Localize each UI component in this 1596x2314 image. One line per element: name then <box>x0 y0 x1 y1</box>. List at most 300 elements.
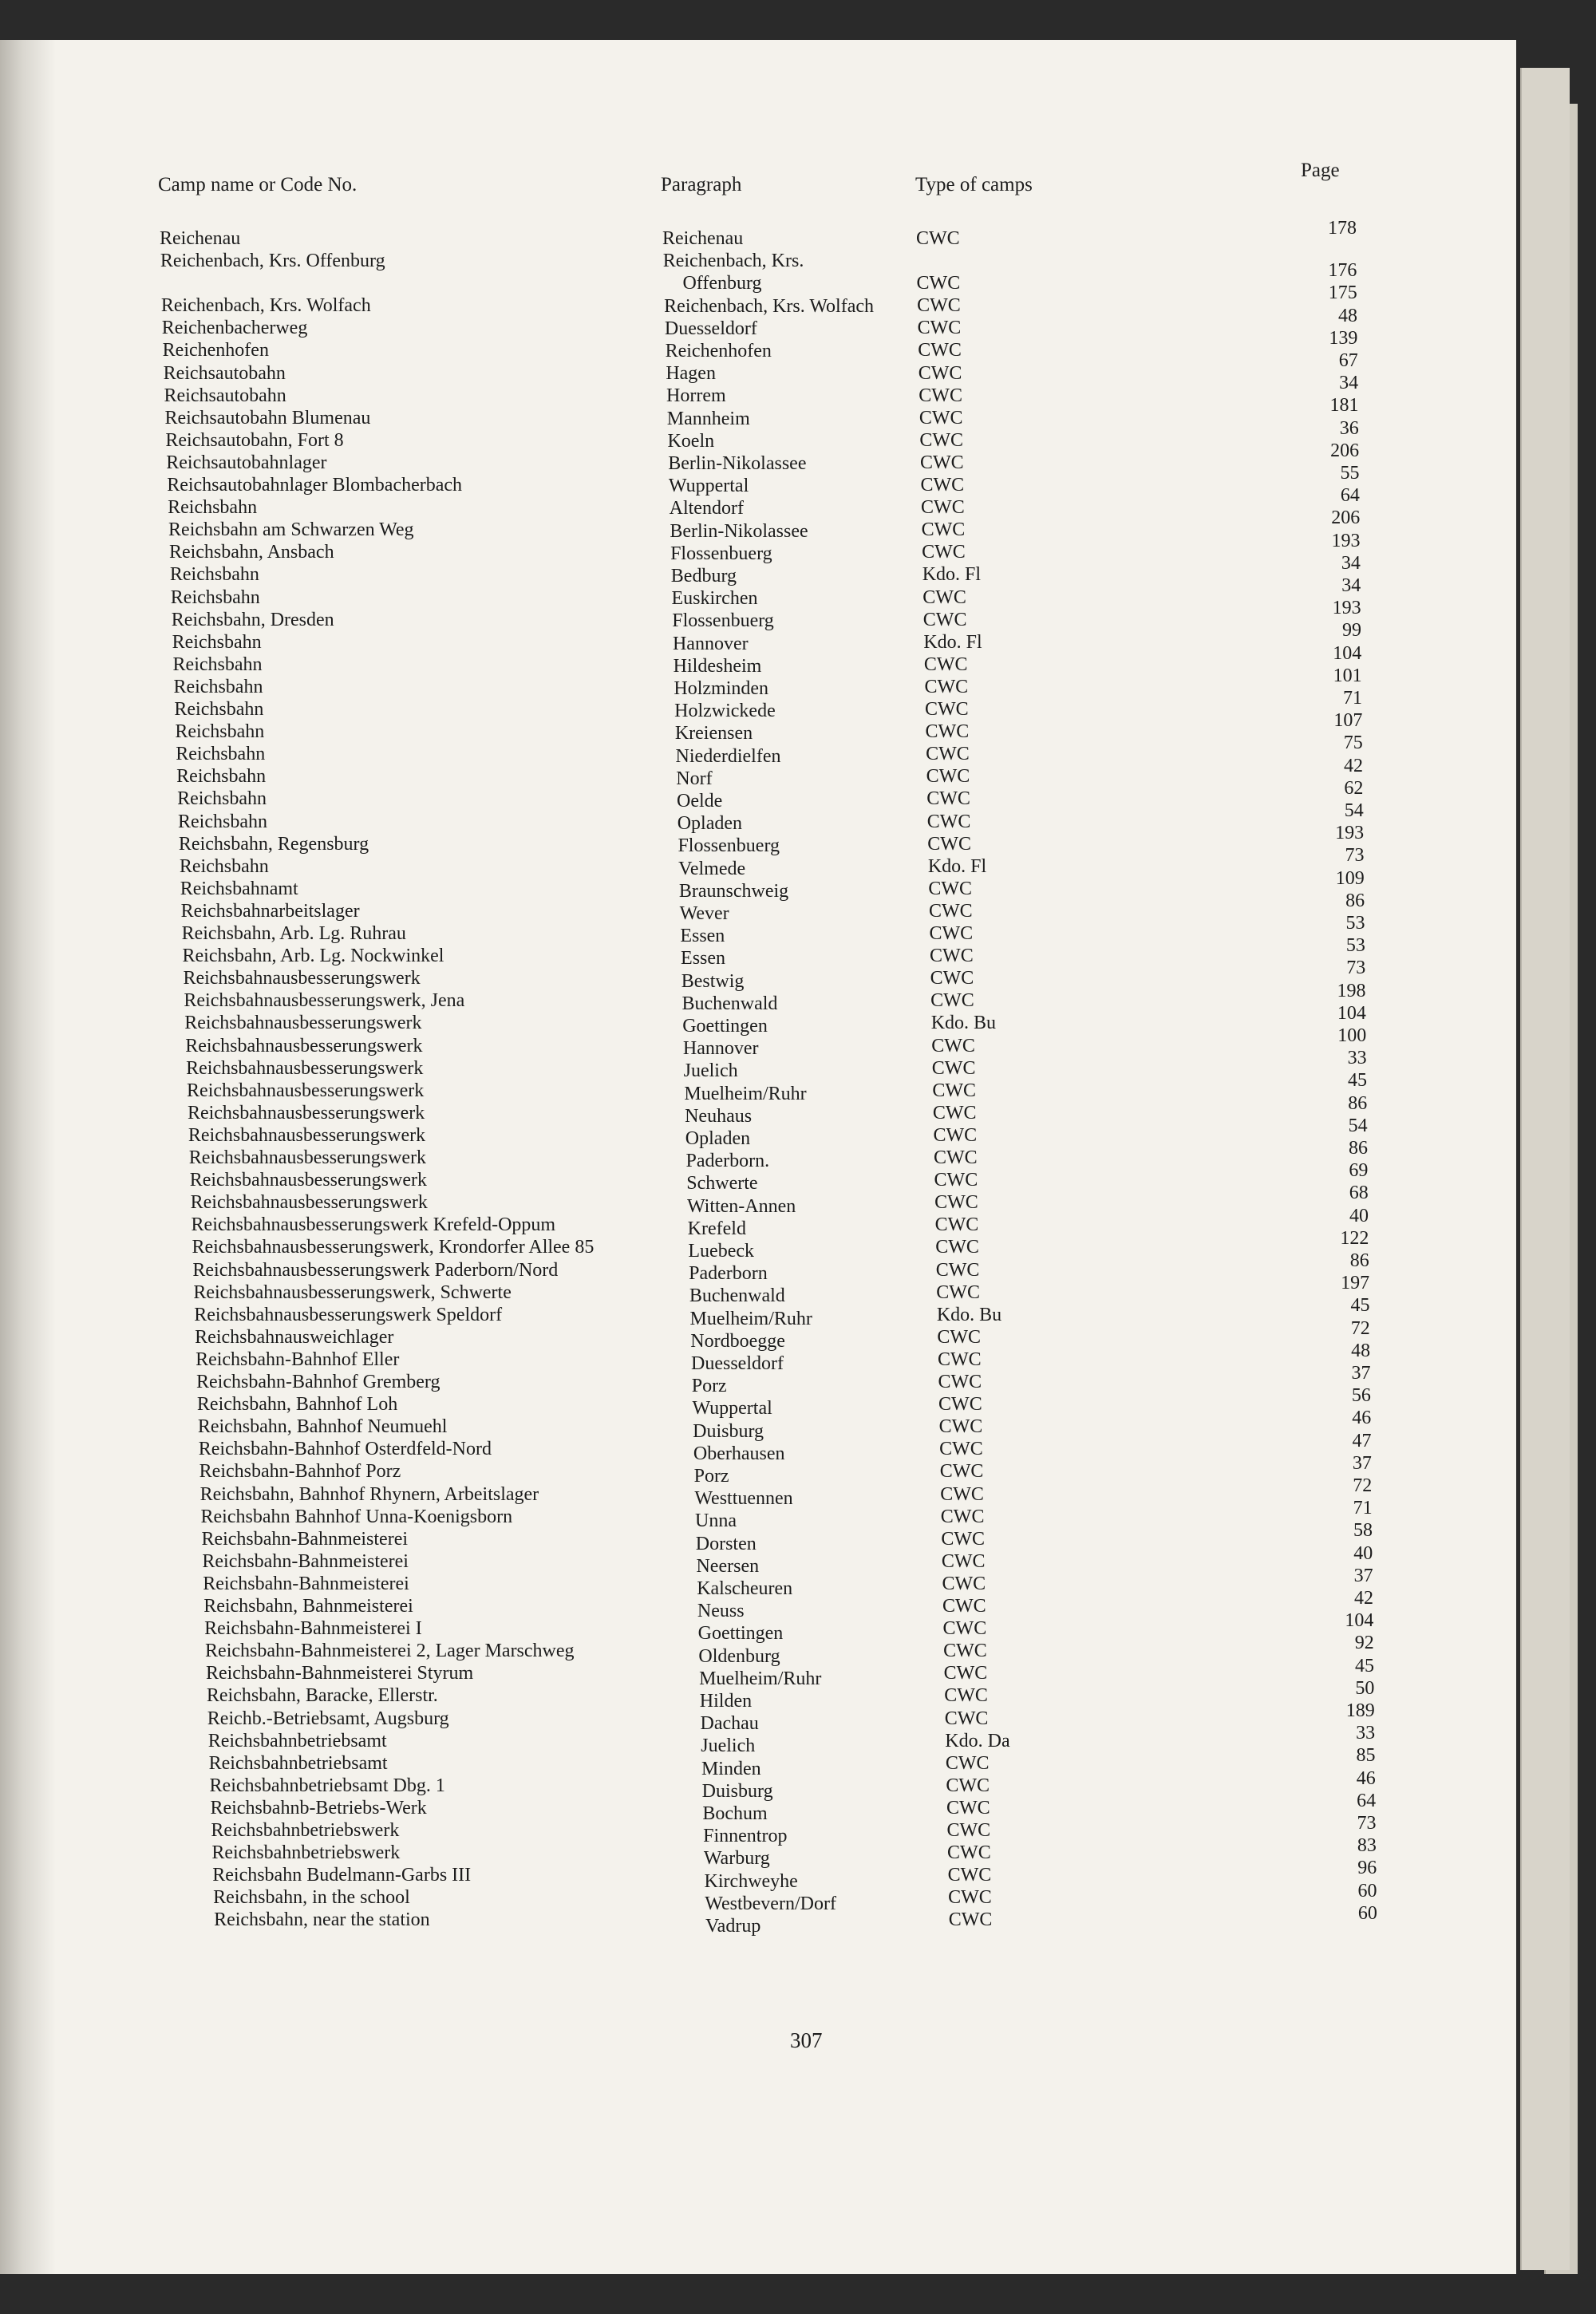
paragraph-entry: Goettingen <box>682 1016 768 1037</box>
page-entry: 73 <box>1346 958 1366 979</box>
paragraph-entry: Reichenbach, Krs. Wolfach <box>664 295 875 317</box>
page-entry: 85 <box>1356 1745 1376 1767</box>
page-entry: 53 <box>1345 913 1365 934</box>
page-entry: 178 <box>1328 218 1357 239</box>
type-entry: CWC <box>924 676 969 697</box>
paragraph-entry: Berlin-Nikolassee <box>670 520 808 542</box>
camp-name-entry: Reichsautobahn Blumenau <box>164 407 371 428</box>
camp-name-entry: Reichsbahn, Arb. Lg. Ruhrau <box>181 923 406 944</box>
page-entry: 42 <box>1354 1588 1373 1609</box>
camp-name-entry: Reichsbahn, Regensburg <box>178 833 369 855</box>
page-entry: 64 <box>1357 1790 1377 1811</box>
type-entry: CWC <box>944 1708 989 1729</box>
paragraph-entry: Warburg <box>703 1848 770 1870</box>
camp-name-entry: Reichsbahnausbesserungswerk <box>187 1102 425 1123</box>
page-entry: 54 <box>1344 800 1364 821</box>
page-entry: 45 <box>1355 1655 1375 1676</box>
page-entry: 122 <box>1340 1227 1369 1249</box>
camp-name-entry: Reichsbahn-Bahnmeisterei <box>202 1550 409 1572</box>
camp-name-entry: Reichsbahn am Schwarzen Weg <box>168 519 414 541</box>
camp-name-entry: Reichsbahnausbesserungswerk <box>188 1147 427 1168</box>
page-entry: 36 <box>1339 417 1359 439</box>
header-page: Page <box>1301 160 1340 181</box>
paragraph-entry: Duesseldorf <box>691 1353 784 1374</box>
camp-name-entry: Reichsautobahn, Fort 8 <box>165 429 344 451</box>
page-entry: 71 <box>1343 688 1362 709</box>
paragraph-entry: Krefeld <box>687 1218 746 1239</box>
paragraph-entry: Neuss <box>697 1601 745 1622</box>
type-entry: CWC <box>926 811 971 832</box>
camp-name-entry: Reichb.-Betriebsamt, Augsburg <box>207 1708 449 1729</box>
type-entry: CWC <box>946 1775 990 1796</box>
page-entry: 60 <box>1357 1880 1377 1901</box>
page-entry: 33 <box>1356 1723 1376 1744</box>
camp-name-entry: Reichsbahnausbesserungswerk Speldorf <box>194 1304 503 1325</box>
paragraph-entry: Reichenbach, Krs. <box>662 251 804 272</box>
paragraph-entry: Paderborn. <box>685 1151 770 1172</box>
camp-name-entry: Reichsbahnausbesserungswerk <box>184 1013 422 1034</box>
page-entry: 71 <box>1353 1498 1373 1519</box>
paragraph-entry: Neersen <box>696 1555 760 1577</box>
type-entry: CWC <box>943 1641 987 1662</box>
paragraph-entry: Bedburg <box>670 566 737 586</box>
type-entry: CWC <box>931 1035 975 1056</box>
page-entry: 86 <box>1349 1250 1369 1271</box>
type-entry: CWC <box>917 318 962 339</box>
camp-name-entry: Reichenbach, Krs. Offenburg <box>160 251 385 272</box>
type-entry: CWC <box>932 1102 977 1123</box>
paragraph-entry: Flossenbuerg <box>678 835 780 857</box>
page-entry: 139 <box>1329 327 1358 349</box>
paragraph-entry: Oldenburg <box>698 1645 780 1667</box>
camp-name-entry: Reichsbahnbetriebswerk <box>211 1820 400 1841</box>
page-entry: 48 <box>1338 305 1358 326</box>
page-entry: 75 <box>1343 733 1363 754</box>
type-entry: CWC <box>935 1259 980 1281</box>
page-entry: 68 <box>1349 1183 1369 1204</box>
type-entry: CWC <box>937 1326 982 1348</box>
camp-name-entry: Reichsbahn <box>168 497 258 519</box>
camp-name-entry: Reichsbahnbetriebsamt <box>208 1752 388 1774</box>
header-type: Type of camps <box>915 174 1033 195</box>
camp-name-entry: Reichsautobahnlager <box>166 452 327 473</box>
page-entry: 55 <box>1340 463 1360 484</box>
camp-name-entry: Reichsbahnausbesserungswerk Krefeld-Oppum <box>191 1214 556 1236</box>
camp-name-entry: Reichsbahnbetriebsamt Dbg. 1 <box>209 1775 445 1796</box>
paragraph-entry: Essen <box>680 926 725 947</box>
page-entry: 104 <box>1337 1002 1366 1024</box>
page-entry: 53 <box>1345 935 1365 957</box>
type-entry: CWC <box>925 721 970 743</box>
camp-name-entry: Reichenbach, Krs. Wolfach <box>160 295 371 317</box>
type-entry: CWC <box>928 900 973 922</box>
page-entry: 181 <box>1329 395 1359 417</box>
camp-name-entry: Reichsbahn <box>179 855 269 877</box>
camp-name-entry: Reichenbacherweg <box>161 318 308 339</box>
type-entry: CWC <box>936 1281 980 1303</box>
paragraph-entry: Wuppertal <box>692 1398 772 1420</box>
paragraph-entry: Opladen <box>677 813 743 835</box>
paragraph-entry: Kirchweyhe <box>704 1870 798 1892</box>
page-entry: 40 <box>1353 1542 1373 1564</box>
camp-name-entry: Reichsbahn <box>176 766 267 788</box>
type-entry: CWC <box>938 1372 982 1392</box>
page-entry: 193 <box>1331 530 1361 551</box>
type-entry: CWC <box>938 1394 982 1416</box>
camp-name-entry: Reichsbahnausbesserungswerk, Jena <box>184 990 465 1012</box>
page-entry: 60 <box>1357 1902 1377 1924</box>
type-entry: CWC <box>918 385 962 406</box>
camp-name-entry: Reichsbahn, Dresden <box>171 609 334 630</box>
camp-name-entry: Reichsbahnausbesserungswerk <box>187 1080 425 1101</box>
paragraph-entry: Koeln <box>667 430 715 452</box>
camp-name-entry: Reichsbahnausbesserungswerk <box>186 1057 424 1079</box>
type-entry: CWC <box>945 1752 990 1774</box>
type-entry: Kdo. Fl <box>923 631 982 653</box>
camp-name-entry: Reichsbahn <box>177 788 267 810</box>
paragraph-entry: Juelich <box>701 1736 756 1757</box>
camp-name-entry: Reichsbahn <box>176 744 266 765</box>
type-entry: CWC <box>918 407 963 428</box>
camp-name-entry: Reichsautobahn <box>163 362 286 384</box>
paragraph-entry: Velmede <box>678 858 746 879</box>
type-entry: CWC <box>946 1820 991 1841</box>
page-entry: 86 <box>1348 1092 1368 1114</box>
type-entry: CWC <box>943 1663 988 1684</box>
page-entry: 107 <box>1333 710 1363 732</box>
paragraph-entry: Hannover <box>672 633 749 654</box>
paragraph-entry: Buchenwald <box>681 993 778 1014</box>
type-entry: CWC <box>922 609 967 630</box>
page-entry: 67 <box>1338 350 1358 371</box>
page-number: 307 <box>790 2028 823 2052</box>
page-entry: 197 <box>1341 1273 1370 1294</box>
paragraph-entry: Westtuennen <box>694 1488 793 1510</box>
type-entry: CWC <box>930 946 974 967</box>
type-entry: CWC <box>919 429 964 451</box>
paragraph-entry: Wuppertal <box>668 476 749 497</box>
type-entry: CWC <box>937 1349 982 1370</box>
camp-name-entry: Reichsbahn-Bahnhof Eller <box>196 1349 400 1370</box>
camp-name-entry: Reichsbahn <box>174 699 264 720</box>
paragraph-entry: Kreiensen <box>674 723 753 744</box>
page-entry: 72 <box>1350 1317 1370 1339</box>
camp-name-entry: Reichsbahnausbesserungswerk Paderborn/Nord <box>192 1259 559 1281</box>
index-table <box>0 40 1516 2274</box>
type-entry: Kdo. Fl <box>922 564 982 586</box>
paragraph-entry: Hildesheim <box>673 655 762 677</box>
page-entry: 206 <box>1331 507 1361 529</box>
camp-name-entry: Reichsbahn <box>172 654 263 675</box>
camp-name-entry: Reichsbahnausbesserungswerk, Krondorfer Allee 85 <box>192 1237 595 1258</box>
paragraph-entry: Minden <box>701 1758 761 1779</box>
header-camp-name: Camp name or Code No. <box>158 174 358 195</box>
paragraph-entry: Duisburg <box>701 1780 773 1802</box>
type-entry: CWC <box>940 1506 985 1527</box>
page-entry: 37 <box>1353 1565 1373 1586</box>
camp-name-entry: Reichsbahn, Bahnmeisterei <box>203 1596 413 1617</box>
camp-name-entry: Reichsbahn <box>169 564 259 586</box>
camp-name-entry: Reichsautobahnlager Blombacherbach <box>167 475 463 496</box>
page-entry: 83 <box>1357 1835 1377 1857</box>
camp-name-entry: Reichsbahn, Bahnhof Rhynern, Arbeitslager <box>200 1483 539 1505</box>
paragraph-entry: Vadrup <box>705 1916 761 1937</box>
type-entry: CWC <box>916 228 960 249</box>
page-entry: 86 <box>1349 1138 1368 1159</box>
type-entry: CWC <box>933 1124 978 1146</box>
camp-name-entry: Reichsbahn Bahnhof Unna-Koenigsborn <box>200 1506 513 1527</box>
paragraph-entry: Witten-Annen <box>686 1195 796 1217</box>
paragraph-entry: Paderborn <box>689 1263 768 1285</box>
camp-name-entry: Reichsbahn <box>175 721 265 743</box>
paragraph-entry: Goettingen <box>697 1623 784 1645</box>
paragraph-entry: Offenburg <box>682 273 762 294</box>
type-entry: CWC <box>939 1439 983 1460</box>
type-entry: CWC <box>940 1483 984 1505</box>
paragraph-entry: Bestwig <box>681 970 745 992</box>
camp-name-entry: Reichsbahn-Bahnmeisterei Styrum <box>205 1663 474 1684</box>
camp-name-entry: Reichsbahnausbesserungswerk <box>189 1170 427 1191</box>
paragraph-entry: Porz <box>693 1466 729 1487</box>
type-entry: CWC <box>947 1865 992 1886</box>
type-entry: CWC <box>934 1170 978 1191</box>
page-entry: 193 <box>1335 823 1365 844</box>
type-entry: CWC <box>929 923 974 944</box>
paragraph-entry: Kalscheuren <box>697 1578 793 1599</box>
page-entry: 47 <box>1352 1430 1372 1451</box>
page-entry: 50 <box>1355 1677 1375 1699</box>
type-entry: CWC <box>941 1550 986 1572</box>
camp-name-entry: Reichsbahn Budelmann-Garbs III <box>212 1865 472 1886</box>
type-entry: CWC <box>941 1528 986 1550</box>
camp-name-entry: Reichsbahn, in the school <box>213 1887 410 1909</box>
camp-name-entry: Reichsbahnbetriebsamt <box>207 1730 387 1751</box>
page-entry: 104 <box>1345 1610 1374 1632</box>
page-entry: 56 <box>1351 1385 1371 1407</box>
paragraph-entry: Hagen <box>666 363 716 385</box>
type-entry: CWC <box>932 1080 977 1101</box>
type-entry: CWC <box>920 475 965 496</box>
camp-name-entry: Reichenhofen <box>162 340 269 361</box>
paragraph-entry: Flossenbuerg <box>670 543 772 564</box>
paragraph-entry: Neuhaus <box>685 1105 753 1127</box>
type-entry: Kdo. Bu <box>930 1013 997 1034</box>
page-entry: 62 <box>1344 777 1364 799</box>
header-paragraph: Paragraph <box>661 174 742 195</box>
paragraph-entry: Hannover <box>682 1038 759 1060</box>
camp-name-entry: Reichsbahn-Bahnmeisterei <box>203 1573 409 1594</box>
paragraph-entry: Holzwickede <box>674 701 776 722</box>
page-entry: 175 <box>1328 282 1357 304</box>
camp-name-entry: Reichsbahnb-Betriebs-Werk <box>210 1797 427 1818</box>
camp-name-entry: Reichsbahn <box>170 586 260 608</box>
camp-name-entry: Reichsbahnausbesserungswerk <box>185 1035 423 1056</box>
camp-name-entry: Reichsbahn, Ansbach <box>168 542 334 563</box>
type-entry: CWC <box>939 1461 984 1483</box>
type-entry: CWC <box>948 1887 992 1909</box>
type-entry: Kdo. Bu <box>936 1304 1002 1325</box>
type-entry: CWC <box>942 1596 986 1617</box>
type-entry: CWC <box>916 273 961 294</box>
type-entry: Kdo. Da <box>945 1730 1010 1751</box>
type-entry: CWC <box>917 295 961 317</box>
camp-name-entry: Reichsbahn <box>172 631 262 653</box>
paragraph-entry: Porz <box>691 1376 727 1397</box>
type-entry: CWC <box>928 878 973 899</box>
type-entry: CWC <box>926 744 970 765</box>
page-entry: 198 <box>1337 980 1366 1001</box>
paragraph-entry: Westbevern/Dorf <box>705 1893 836 1914</box>
camp-name-entry: Reichsbahn-Bahnhof Porz <box>199 1461 401 1483</box>
camp-name-entry: Reichsbahn <box>173 676 263 697</box>
page-entry: 46 <box>1356 1767 1376 1789</box>
type-entry: CWC <box>934 1214 979 1236</box>
type-entry: CWC <box>934 1192 978 1214</box>
type-entry: CWC <box>930 990 974 1012</box>
paragraph-entry: Essen <box>681 948 726 969</box>
paragraph-entry: Reichenau <box>662 228 744 249</box>
paragraph-entry: Duesseldorf <box>664 318 757 339</box>
paragraph-entry: Hilden <box>699 1691 753 1712</box>
paragraph-entry: Nordboegge <box>690 1330 785 1352</box>
paragraph-entry: Euskirchen <box>671 588 758 610</box>
paragraph-entry: Horrem <box>666 385 726 407</box>
page-entry: 92 <box>1354 1633 1374 1654</box>
camp-name-entry: Reichsbahn-Bahnmeisterei 2, Lager Marschweg <box>205 1641 575 1662</box>
camp-name-entry: Reichsbahnausbesserungswerk, Schwerte <box>193 1281 512 1303</box>
paragraph-entry: Wever <box>679 903 729 924</box>
type-entry: CWC <box>942 1573 986 1594</box>
paragraph-entry: Dorsten <box>695 1533 757 1554</box>
camp-name-entry: Reichsautobahn <box>164 385 286 406</box>
page-entry: 101 <box>1333 665 1362 686</box>
paragraph-entry: Bochum <box>702 1803 768 1824</box>
type-entry: CWC <box>942 1618 987 1640</box>
paragraph-entry: Berlin-Nikolassee <box>668 453 807 474</box>
page-entry: 37 <box>1352 1452 1372 1474</box>
camp-name-entry: Reichsbahn <box>178 811 267 832</box>
camp-name-entry: Reichsbahn-Bahnmeisterei <box>201 1528 409 1550</box>
type-entry: CWC <box>927 833 971 855</box>
paragraph-entry: Braunschweig <box>678 880 789 902</box>
paragraph-entry: Oelde <box>677 791 723 811</box>
page-entry: 104 <box>1333 642 1362 664</box>
type-entry: CWC <box>922 586 966 608</box>
page-entry: 45 <box>1347 1070 1367 1092</box>
page-entry: 58 <box>1353 1520 1373 1542</box>
paragraph-entry: Reichenhofen <box>665 341 772 361</box>
paragraph-entry: Flossenbuerg <box>672 610 774 632</box>
paragraph-entry: Juelich <box>683 1060 738 1082</box>
camp-name-entry: Reichenau <box>160 228 241 249</box>
camp-name-entry: Reichsbahnausbesserungswerk <box>183 968 421 989</box>
type-entry: CWC <box>925 699 969 720</box>
paragraph-entry: Muelheim/Ruhr <box>689 1308 812 1329</box>
type-entry: CWC <box>946 1797 990 1818</box>
camp-name-entry: Reichsbahn, Baracke, Ellerstr. <box>206 1685 438 1707</box>
page-entry: 72 <box>1353 1475 1373 1496</box>
paragraph-entry: Muelheim/Ruhr <box>684 1083 807 1104</box>
camp-name-entry: Reichsbahn, Bahnhof Neumuehl <box>197 1416 448 1438</box>
camp-name-entry: Reichsbahn-Bahnhof Osterdfeld-Nord <box>198 1439 492 1460</box>
type-entry: CWC <box>921 497 965 519</box>
paragraph-entry: Norf <box>676 768 713 789</box>
page-entry: 54 <box>1348 1115 1368 1136</box>
paragraph-entry: Niederdielfen <box>675 745 781 767</box>
type-entry: CWC <box>923 654 968 675</box>
type-entry: CWC <box>934 1147 978 1168</box>
page-entry: 73 <box>1357 1813 1377 1834</box>
type-entry: CWC <box>926 788 970 810</box>
paragraph-entry: Altendorf <box>669 498 744 519</box>
type-entry: CWC <box>921 519 966 541</box>
page-entry: 99 <box>1341 620 1361 642</box>
type-entry: CWC <box>944 1685 988 1707</box>
page-entry: 34 <box>1339 373 1359 394</box>
type-entry: CWC <box>948 1909 993 1931</box>
type-entry: CWC <box>931 1057 976 1079</box>
camp-name-entry: Reichsbahn-Bahnmeisterei I <box>204 1618 422 1640</box>
page-entry: 193 <box>1332 598 1361 619</box>
paragraph-entry: Duisburg <box>693 1420 764 1442</box>
paragraph-entry: Opladen <box>685 1128 751 1149</box>
type-entry: CWC <box>922 542 966 563</box>
camp-name-entry: Reichsbahn, near the station <box>214 1909 430 1931</box>
paragraph-entry: Finnentrop <box>703 1826 788 1847</box>
paragraph-entry: Mannheim <box>666 408 750 429</box>
paragraph-entry: Luebeck <box>688 1241 755 1262</box>
paragraph-entry: Unna <box>695 1510 737 1532</box>
type-entry: CWC <box>930 968 974 989</box>
type-entry: CWC <box>947 1842 991 1864</box>
camp-name-entry: Reichsbahnbetriebswerk <box>211 1842 401 1864</box>
page-entry: 46 <box>1352 1408 1372 1429</box>
type-entry: CWC <box>926 766 970 788</box>
type-entry: CWC <box>938 1416 983 1438</box>
page-entry: 40 <box>1349 1205 1369 1226</box>
page-entry: 73 <box>1345 845 1365 867</box>
page-entry: 100 <box>1337 1025 1367 1046</box>
camp-name-entry: Reichsbahnamt <box>180 878 298 899</box>
type-entry: CWC <box>918 340 962 361</box>
camp-name-entry: Reichsbahnausbesserungswerk <box>188 1124 426 1146</box>
page-entry: 45 <box>1350 1295 1370 1317</box>
paragraph-entry: Dachau <box>700 1713 759 1735</box>
camp-name-entry: Reichsbahn, Bahnhof Loh <box>196 1394 398 1416</box>
page-entry: 34 <box>1341 575 1361 596</box>
page-entry: 189 <box>1345 1700 1375 1721</box>
document-page <box>0 40 1516 2274</box>
page-entry: 206 <box>1330 440 1360 461</box>
paragraph-entry: Muelheim/Ruhr <box>699 1668 822 1689</box>
page-entry: 37 <box>1351 1363 1371 1384</box>
page-entry: 109 <box>1335 867 1365 889</box>
page-entry: 34 <box>1341 552 1361 574</box>
page-stack-edge <box>1520 68 1570 2270</box>
paragraph-entry: Buchenwald <box>689 1285 785 1307</box>
type-entry: CWC <box>919 452 964 473</box>
camp-name-entry: Reichsbahnausbesserungswerk <box>190 1192 428 1214</box>
page-entry: 69 <box>1349 1160 1369 1182</box>
paragraph-entry: Schwerte <box>686 1173 758 1195</box>
page-entry: 33 <box>1347 1048 1367 1069</box>
page-entry: 42 <box>1344 755 1364 776</box>
page-entry: 86 <box>1345 890 1365 911</box>
paragraph-entry: Holzminden <box>674 678 769 699</box>
page-entry: 48 <box>1351 1340 1371 1361</box>
paragraph-entry: Oberhausen <box>693 1443 785 1464</box>
page-entry: 64 <box>1340 485 1360 507</box>
